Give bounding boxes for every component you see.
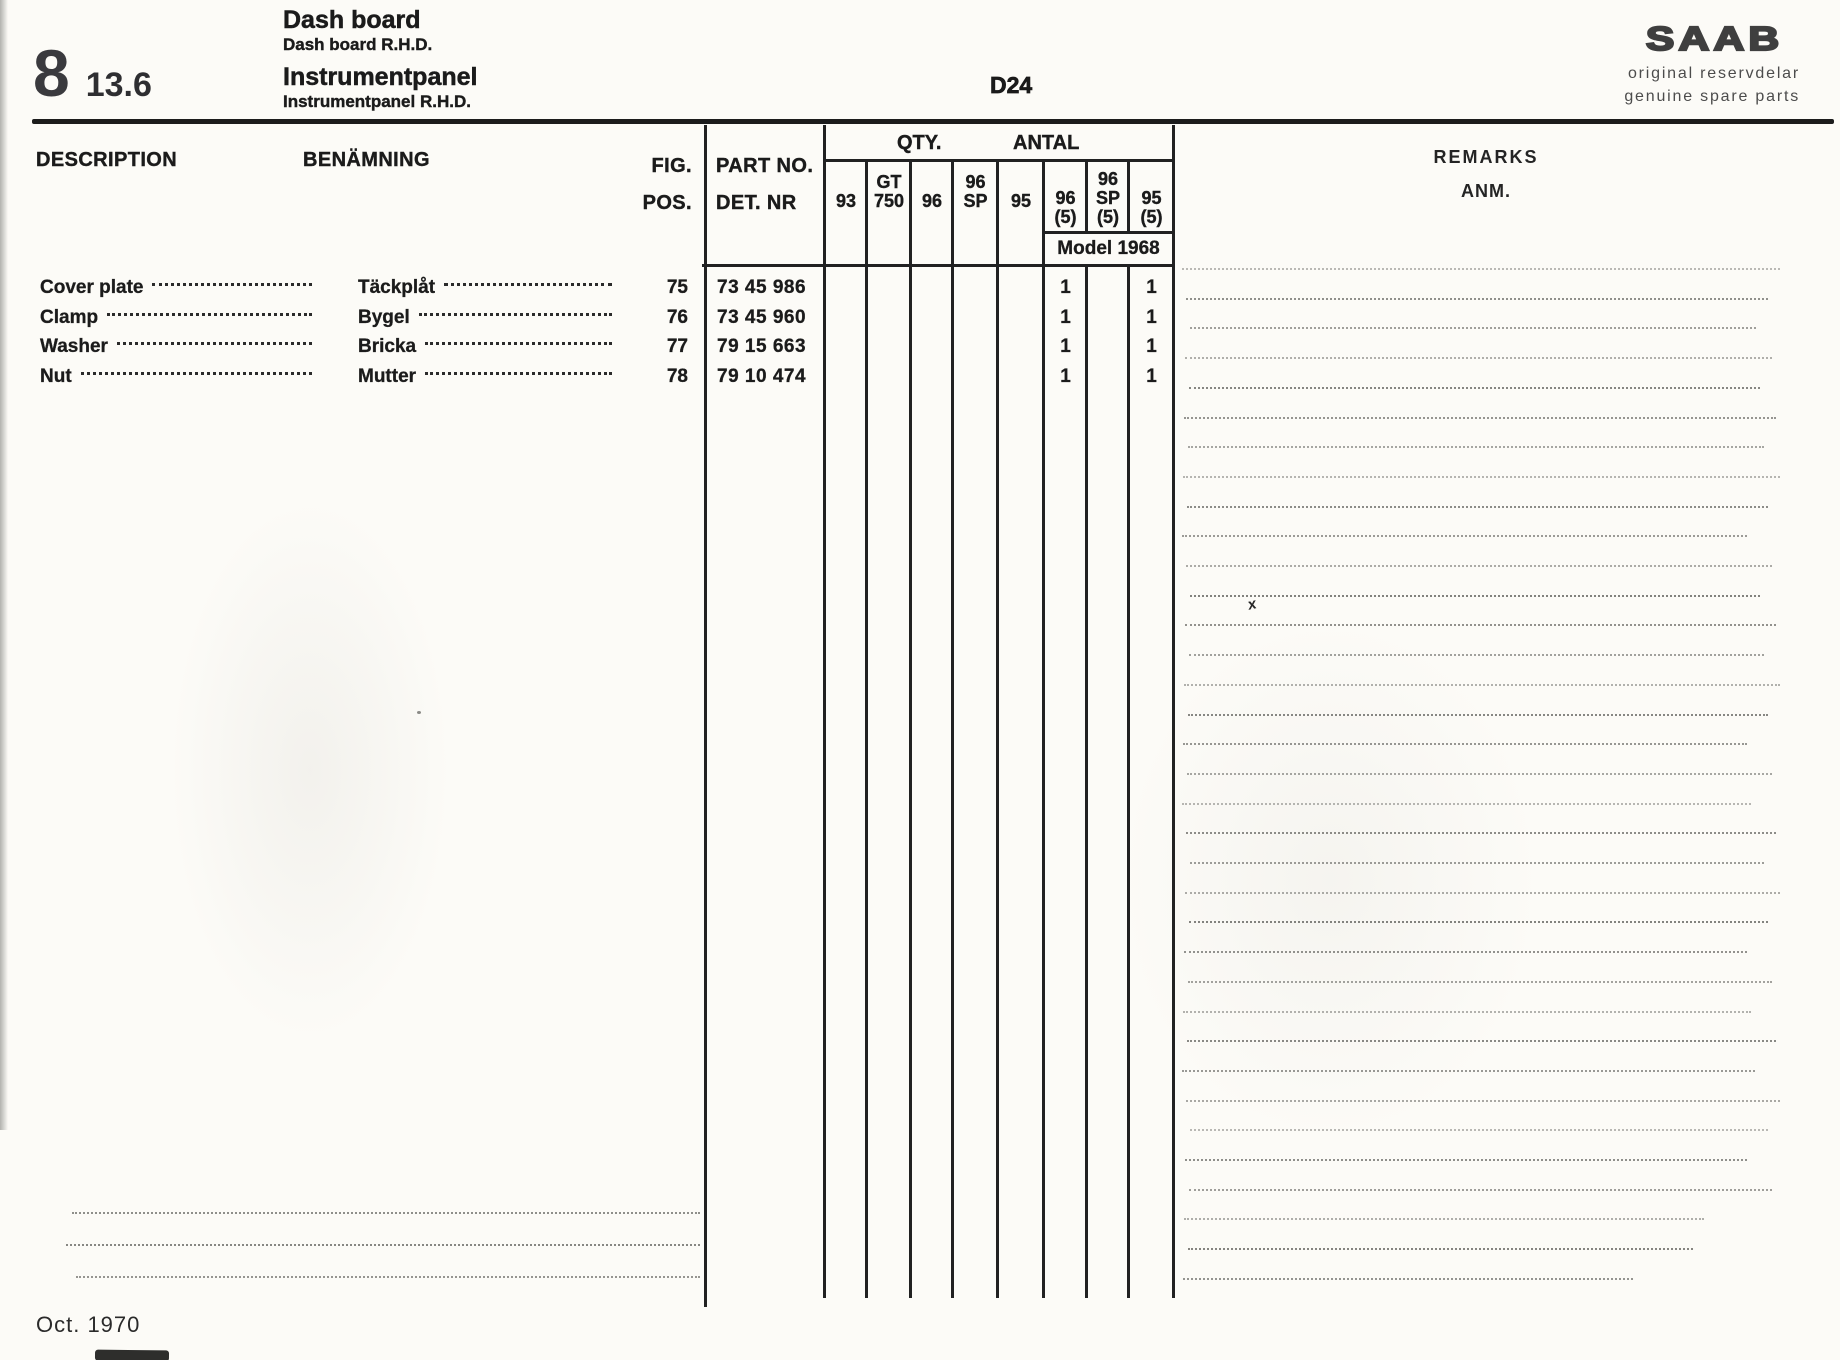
row-qty-value xyxy=(1044,332,1087,362)
qty-col-header-96 xyxy=(911,163,953,229)
row-part-no-text: 73 45 960 xyxy=(717,307,807,328)
row-description-text: Cover plate xyxy=(40,277,144,298)
qty-col-header-line: 95 xyxy=(1141,188,1162,208)
qty-col-header-line: 95 xyxy=(1010,191,1032,211)
qty-col-header-96-sp-5- xyxy=(1087,163,1129,229)
row-benamning xyxy=(358,303,620,333)
remarks-dotted-line xyxy=(1188,981,1772,983)
qty-col-header-line: (5) xyxy=(1140,207,1163,227)
row-qty-value-text: 1 xyxy=(1060,307,1071,328)
remarks-dotted-line xyxy=(1188,1248,1693,1250)
qty-col-header-line: 96 xyxy=(1097,169,1119,189)
row-description xyxy=(40,332,320,362)
row-benamning xyxy=(358,332,620,362)
table-hline xyxy=(702,264,1175,267)
remarks-dotted-line xyxy=(1189,387,1760,389)
scan-speck xyxy=(417,711,421,714)
qty-col-header-line: 96 xyxy=(965,172,986,192)
remarks-dotted-line xyxy=(1190,327,1756,329)
plate-code: D24 xyxy=(990,72,1033,98)
row-qty-value-text: 1 xyxy=(1146,307,1157,328)
row-fig-pos-text: 76 xyxy=(666,307,688,328)
stray-pen-mark: x xyxy=(1247,595,1257,614)
remarks-dotted-line xyxy=(1190,862,1764,864)
row-qty-value xyxy=(1129,273,1174,303)
col-header-detnr: DET. NR xyxy=(716,192,797,214)
remarks-dotted-line xyxy=(1184,684,1780,686)
qty-col-header-line: (5) xyxy=(1054,207,1077,227)
remarks-dotted-line xyxy=(1187,773,1772,775)
remarks-dotted-line xyxy=(1186,832,1776,834)
qty-col-header-line: GT xyxy=(876,172,902,192)
row-qty-value xyxy=(1044,273,1087,303)
qty-col-header-96-5- xyxy=(1044,163,1087,229)
row-fig-pos-text: 75 xyxy=(666,277,688,298)
remarks-dotted-line xyxy=(1185,357,1772,359)
row-benamning-text: Mutter xyxy=(358,366,417,387)
col-header-remarks-en: REMARKS xyxy=(1433,147,1539,167)
col-header-benamning: BENÄMNING xyxy=(303,149,430,171)
remarks-dotted-line xyxy=(1187,506,1768,508)
brand-tagline-en: genuine spare parts xyxy=(1624,88,1800,105)
col-header-pos: POS. xyxy=(642,192,692,214)
title-en-rhd: Dash board R.H.D. xyxy=(283,35,433,54)
title-sv: Instrumentpanel xyxy=(283,63,478,91)
scan-edge-strip xyxy=(0,0,8,1130)
qty-col-header-line: 93 xyxy=(835,191,857,211)
qty-subheader-row xyxy=(825,163,1174,229)
leader-dots xyxy=(152,283,312,286)
row-description xyxy=(40,362,320,392)
row-description xyxy=(40,303,320,333)
blank-row-dots xyxy=(76,1276,700,1278)
row-part-no xyxy=(717,332,817,362)
row-fig-pos xyxy=(626,362,688,392)
remarks-dotted-line xyxy=(1183,743,1747,745)
remarks-dotted-line xyxy=(1182,1070,1755,1072)
row-description-text: Clamp xyxy=(40,307,99,328)
leader-dots xyxy=(419,313,612,316)
table-vline xyxy=(1085,264,1088,1298)
leader-dots xyxy=(81,372,312,375)
row-part-no-text: 79 15 663 xyxy=(717,336,807,357)
qty-col-header-line: 96 xyxy=(921,191,943,211)
row-part-no-text: 73 45 986 xyxy=(717,277,807,298)
saab-logo: SAAB xyxy=(1645,19,1784,58)
table-hline xyxy=(1042,231,1175,234)
remarks-dotted-line xyxy=(1184,417,1776,419)
row-qty-value xyxy=(1129,332,1174,362)
remarks-dotted-line xyxy=(1183,476,1780,478)
remarks-dotted-line xyxy=(1184,951,1747,953)
row-fig-pos xyxy=(626,303,688,333)
remarks-dotted-line xyxy=(1182,268,1780,270)
row-fig-pos-text: 77 xyxy=(666,336,688,357)
footer-date: Oct. 1970 xyxy=(36,1312,141,1337)
remarks-dotted-line xyxy=(1185,1159,1747,1161)
section-code: 13.6 xyxy=(85,66,152,104)
remarks-dotted-line xyxy=(1186,298,1768,300)
remarks-dotted-line xyxy=(1186,1100,1780,1102)
qty-col-header-gt-750 xyxy=(867,163,911,229)
remarks-dotted-line xyxy=(1183,1011,1751,1013)
remarks-dotted-line xyxy=(1189,654,1764,656)
row-qty-value-text: 1 xyxy=(1146,336,1157,357)
table-hline xyxy=(823,159,1175,162)
title-sv-rhd: Instrumentpanel R.H.D. xyxy=(283,92,471,111)
row-fig-pos-text: 78 xyxy=(666,366,688,387)
qty-col-header-line: (5) xyxy=(1097,207,1119,227)
qty-col-header-line: 750 xyxy=(873,191,905,211)
remarks-dotted-line xyxy=(1187,1040,1776,1042)
col-header-fig: FIG. xyxy=(651,155,692,177)
qty-col-header-line: SP xyxy=(1095,188,1120,208)
remarks-dotted-line xyxy=(1188,714,1768,716)
remarks-dotted-line xyxy=(1190,1129,1768,1131)
col-header-remarks xyxy=(1180,147,1792,202)
qty-col-header-93 xyxy=(825,163,867,229)
col-header-anm: ANM. xyxy=(1461,181,1511,201)
paper-smudge-blob xyxy=(1120,620,1540,1140)
col-header-partno: PART NO. xyxy=(716,155,814,177)
row-qty-value xyxy=(1129,362,1174,392)
qty-col-header-95 xyxy=(998,163,1044,229)
row-part-no xyxy=(717,273,817,303)
remarks-dotted-line xyxy=(1182,803,1751,805)
table-vline xyxy=(1127,161,1130,233)
leader-dots xyxy=(425,342,612,345)
row-benamning xyxy=(358,362,620,392)
qty-col-header-96-sp xyxy=(953,163,998,229)
paper-smudge-blob xyxy=(170,500,450,1040)
remarks-dotted-line xyxy=(1183,1278,1633,1280)
blank-row-dots xyxy=(72,1212,700,1214)
row-qty-value xyxy=(1044,303,1087,333)
row-description-text: Nut xyxy=(40,366,72,387)
table-vline xyxy=(1085,161,1088,233)
row-benamning-text: Bricka xyxy=(358,336,417,357)
leader-dots xyxy=(425,372,612,375)
row-benamning-text: Bygel xyxy=(358,307,410,328)
row-benamning xyxy=(358,273,620,303)
row-qty-value-text: 1 xyxy=(1146,277,1157,298)
col-header-description: DESCRIPTION xyxy=(36,149,178,171)
row-fig-pos xyxy=(626,273,688,303)
remarks-dotted-line xyxy=(1189,1189,1772,1191)
model-year-note: Model 1968 xyxy=(1057,238,1160,259)
row-qty-value-text: 1 xyxy=(1060,366,1071,387)
table-vline xyxy=(1127,264,1130,1298)
qty-col-header-95-5- xyxy=(1129,163,1174,229)
row-part-no xyxy=(717,362,817,392)
col-header-fig-pos xyxy=(626,148,692,222)
leader-dots xyxy=(107,313,312,316)
col-header-part-no xyxy=(716,148,813,222)
remarks-dotted-line xyxy=(1190,595,1760,597)
qty-col-header-line: 96 xyxy=(1055,188,1076,208)
row-qty-value-text: 1 xyxy=(1060,277,1071,298)
row-qty-value xyxy=(1044,362,1087,392)
section-heading xyxy=(33,36,152,110)
brand-tagline-sv: original reservdelar xyxy=(1627,65,1800,82)
col-header-antal: ANTAL xyxy=(1013,132,1080,154)
remarks-dotted-line xyxy=(1189,921,1768,923)
title-en: Dash board xyxy=(283,6,421,34)
blank-row-dots xyxy=(66,1244,700,1246)
row-fig-pos xyxy=(626,332,688,362)
row-benamning-text: Täckplåt xyxy=(358,277,436,298)
row-description xyxy=(40,273,320,303)
remarks-dotted-line xyxy=(1185,892,1780,894)
header-rule xyxy=(32,119,1834,124)
scan-smudge-mark xyxy=(95,1350,169,1360)
row-qty-value-text: 1 xyxy=(1060,336,1071,357)
page-title xyxy=(283,6,477,112)
row-description-text: Washer xyxy=(40,336,108,357)
leader-dots xyxy=(117,342,312,345)
brand-block xyxy=(1575,19,1800,108)
section-number: 8 xyxy=(33,36,70,110)
qty-col-header-line: SP xyxy=(963,191,988,211)
remarks-dotted-line xyxy=(1185,624,1776,626)
col-header-qty: QTY. xyxy=(897,132,942,154)
remarks-dotted-line xyxy=(1184,1218,1704,1220)
row-qty-value-text: 1 xyxy=(1146,366,1157,387)
remarks-dotted-line xyxy=(1188,446,1764,448)
remarks-dotted-line xyxy=(1186,565,1772,567)
remarks-dotted-line xyxy=(1182,535,1747,537)
row-part-no xyxy=(717,303,817,333)
leader-dots xyxy=(444,283,612,286)
row-part-no-text: 79 10 474 xyxy=(717,366,807,387)
row-qty-value xyxy=(1129,303,1174,333)
